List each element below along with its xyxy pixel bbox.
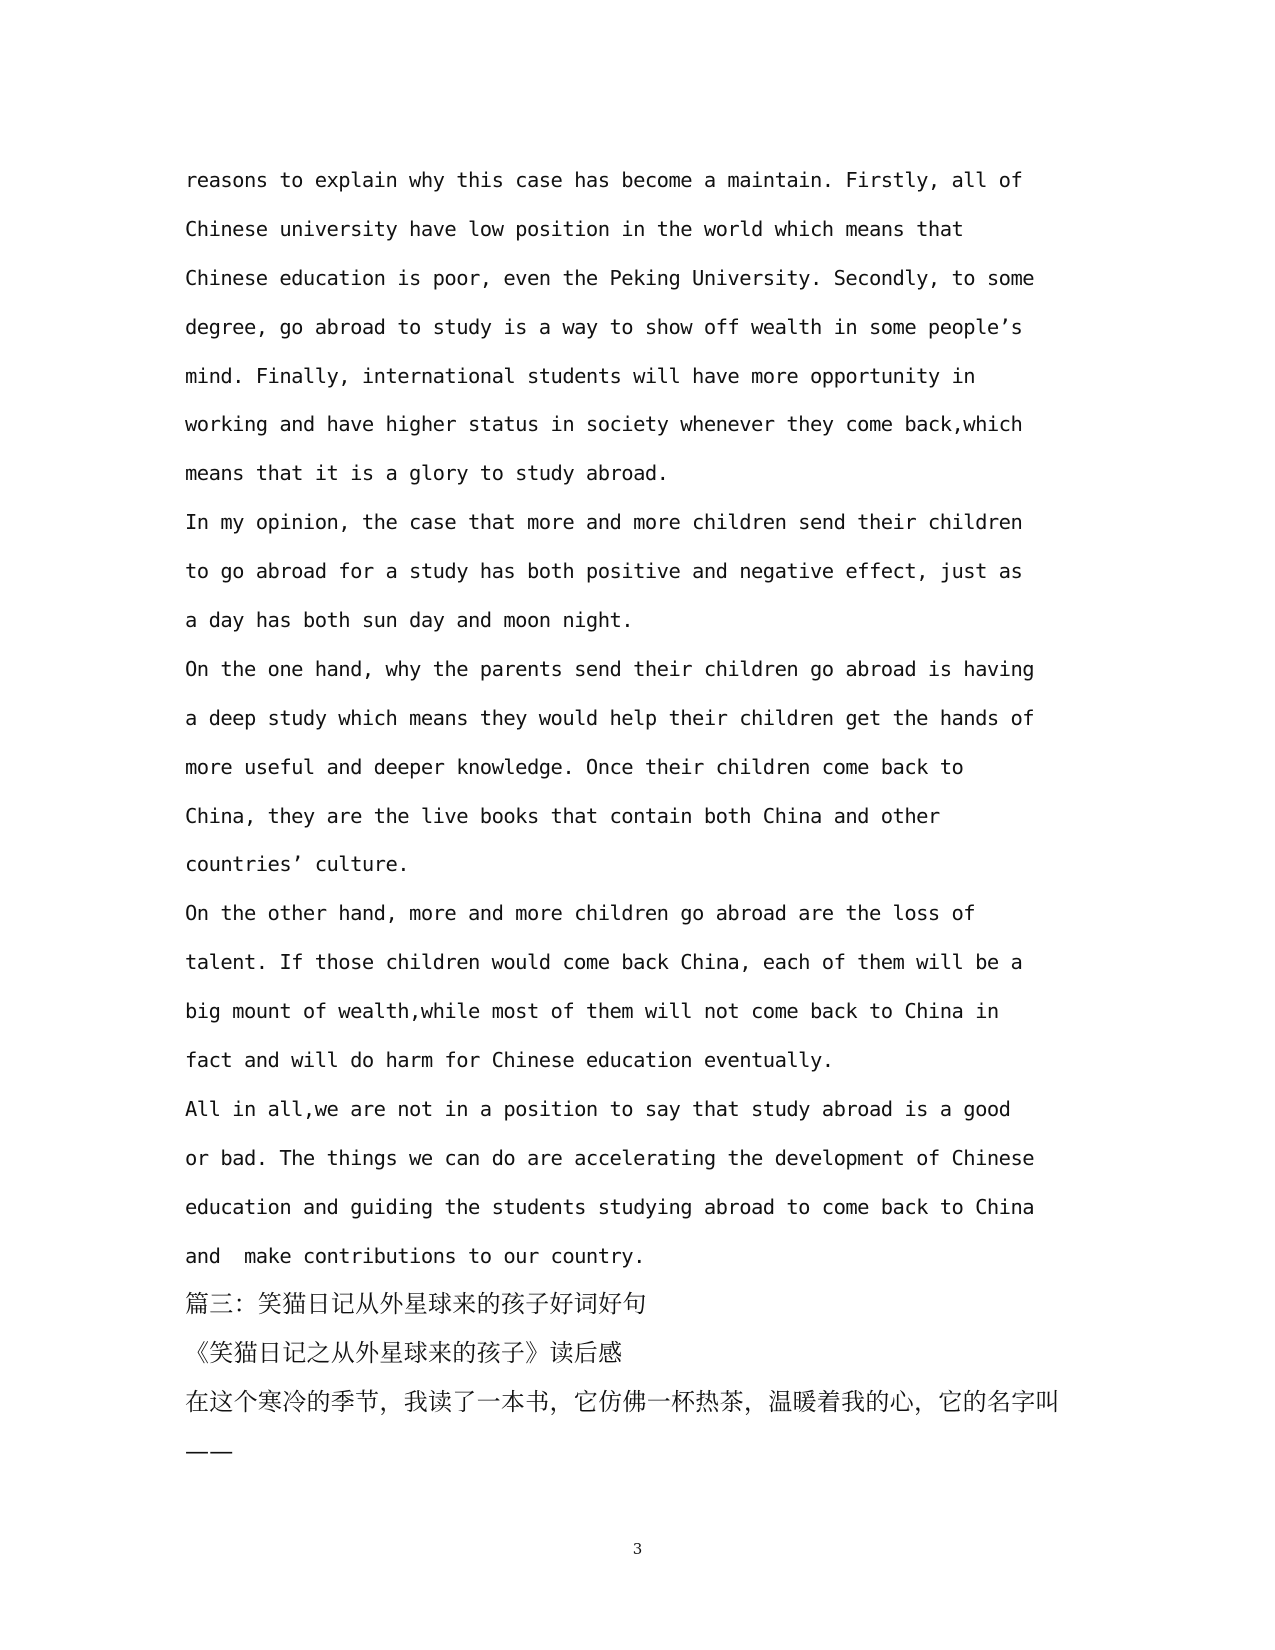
text-line: means that it is a glory to study abroad. xyxy=(185,461,669,486)
text-line: a day has both sun day and moon night. xyxy=(185,608,634,633)
text-line: degree, go abroad to study is a way to show off wealth in some people’s xyxy=(185,314,1023,339)
text-line: Chinese education is poor, even the Peking University. Secondly, to some xyxy=(185,265,1035,290)
text-line: On the one hand, why the parents send their children go abroad is having xyxy=(185,656,1035,681)
text-line: mind. Finally, international students will have more opportunity in xyxy=(185,363,976,388)
text-line: talent. If those children would come back China, each of them will be a xyxy=(185,950,1023,975)
text-line: education and guiding the students studying abroad to come back to China xyxy=(185,1194,1035,1219)
text-line: —— xyxy=(185,1437,234,1466)
text-line: more useful and deeper knowledge. Once their children come back to xyxy=(185,754,964,779)
text-line: big mount of wealth,while most of them will not come back to China in xyxy=(185,999,999,1024)
text-line: All in all,we are not in a position to say that study abroad is a good xyxy=(185,1096,1011,1121)
text-line: 《笑猫日记之从外星球来的孩子》读后感 xyxy=(185,1339,623,1368)
section-heading: 篇三：笑猫日记从外星球来的孩子好词好句 xyxy=(185,1290,647,1319)
text-line: a deep study which means they would help their children get the hands of xyxy=(185,705,1035,730)
text-line: fact and will do harm for Chinese education eventually. xyxy=(185,1048,834,1073)
text-line: In my opinion, the case that more and more children send their children xyxy=(185,510,1023,535)
text-line: working and have higher status in society whenever they come back,which xyxy=(185,412,1023,437)
text-line: and make contributions to our country. xyxy=(185,1243,645,1268)
text-line: On the other hand, more and more children go abroad are the loss of xyxy=(185,901,976,926)
text-line: or bad. The things we can do are accelerating the development of Chinese xyxy=(185,1145,1035,1170)
text-line: to go abroad for a study has both positive and negative effect, just as xyxy=(185,559,1023,584)
page-number: 3 xyxy=(632,1540,643,1558)
text-line: China, they are the live books that contain both China and other xyxy=(185,803,940,828)
text-line: Chinese university have low position in the world which means that xyxy=(185,216,964,241)
body-text xyxy=(185,156,1105,1476)
text-line: reasons to explain why this case has become a maintain. Firstly, all of xyxy=(185,168,1023,192)
text-line: 在这个寒冷的季节，我读了一本书，它仿佛一杯热茶，温暖着我的心，它的名字叫 xyxy=(185,1388,1060,1417)
text-line: countries’ culture. xyxy=(185,852,410,877)
